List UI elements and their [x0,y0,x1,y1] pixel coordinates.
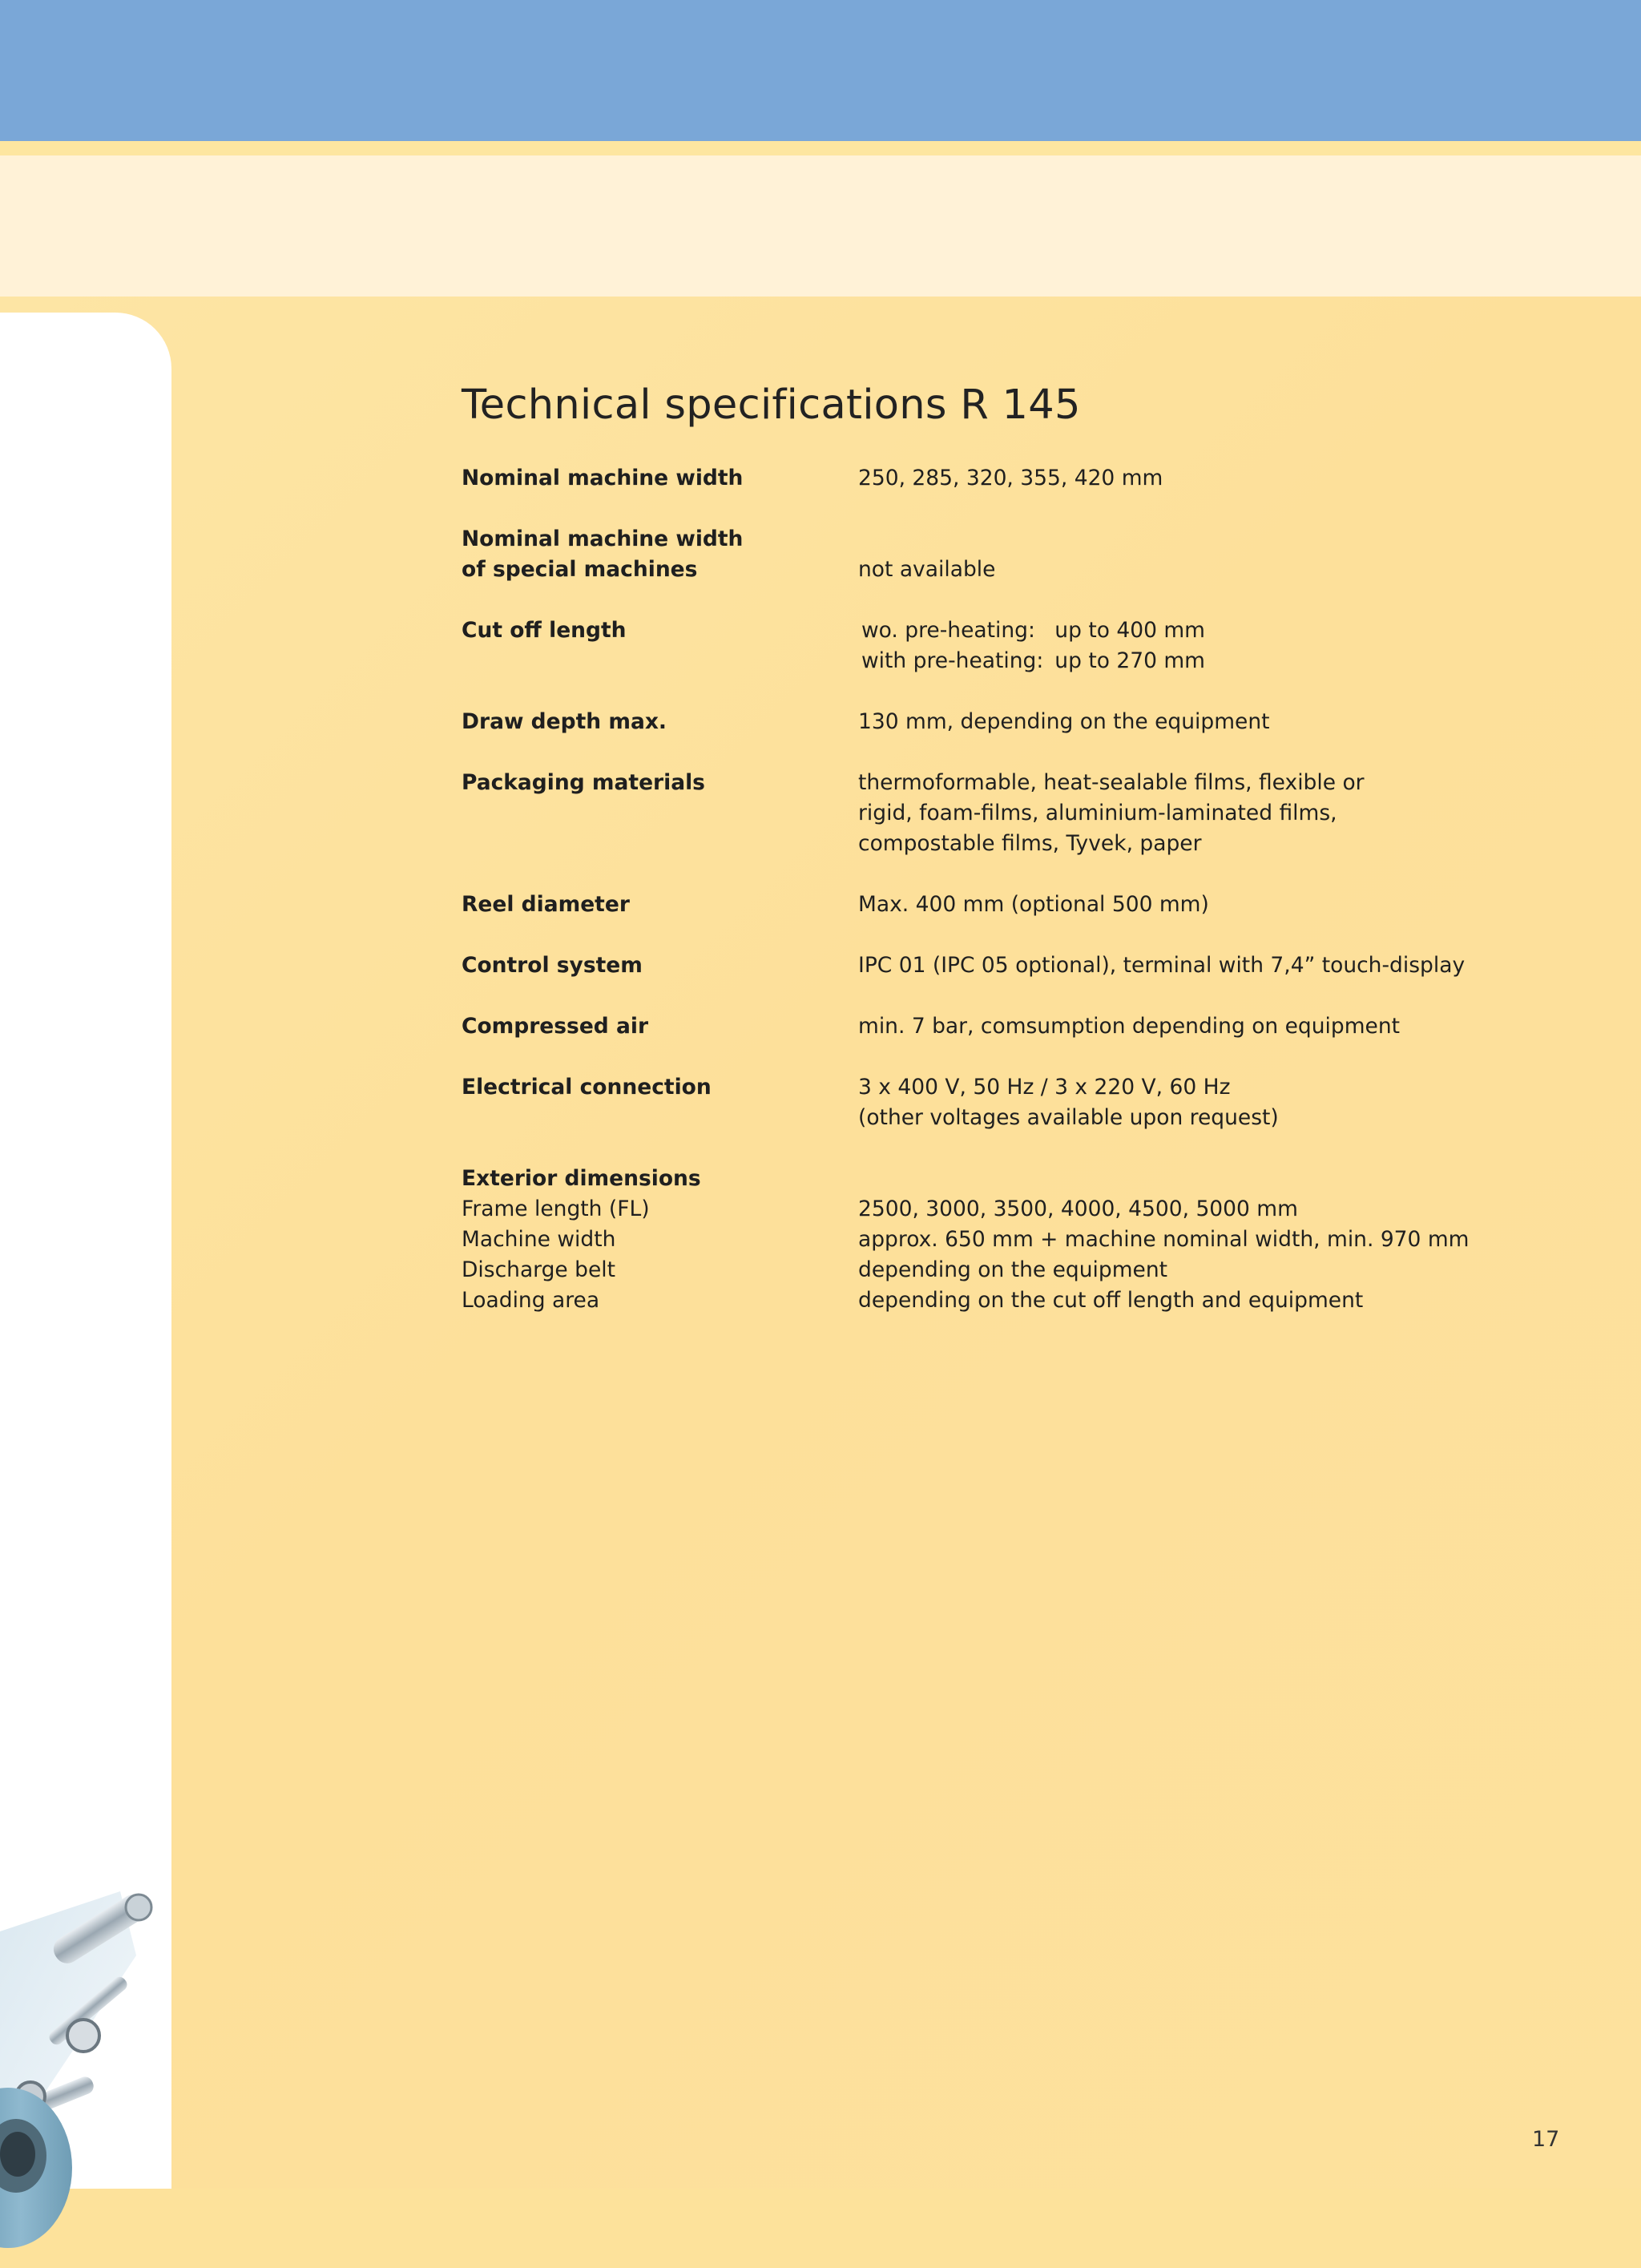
cut-off-condition: with pre-heating: [861,648,1044,673]
spec-row-reel-diameter [462,890,1599,920]
spec-value: IPC 01 (IPC 05 optional), terminal with 7,4” touch-display [858,953,1466,978]
dimension-label: Loading area [462,1288,600,1313]
spec-label [462,524,858,585]
spec-row-control-system [462,950,1599,981]
spec-label-line: Nominal machine width [462,527,744,551]
dimension-row [462,1285,1599,1316]
spec-label: Reel diameter [462,892,630,917]
spec-table [462,463,1599,1316]
spec-row-electrical-connection [462,1072,1599,1133]
exterior-dimensions-section [462,1164,1599,1316]
cut-off-grid [858,615,1599,676]
spec-label: Cut off length [462,618,627,643]
cut-off-value: up to 270 mm [1054,648,1205,673]
cut-off-value: up to 400 mm [1054,618,1205,643]
dimension-label: Machine width [462,1227,616,1252]
spec-label: Compressed air [462,1014,649,1039]
film-reel-photo [0,1883,171,2268]
subheader-band [0,155,1641,297]
spec-value-text: not available [858,557,996,582]
page-title: Technical specifications R 145 [462,381,1081,429]
spec-label: Electrical connection [462,1075,712,1100]
cut-off-condition: wo. pre-heating: [861,618,1035,643]
spec-value-line: (other voltages available upon request) [858,1105,1279,1130]
spec-value [858,615,1599,676]
spec-value: 130 mm, depending on the equipment [858,709,1270,734]
spec-value [858,768,1599,859]
spec-row-draw-depth [462,707,1599,737]
spec-value-line: 3 x 400 V, 50 Hz / 3 x 220 V, 60 Hz [858,1075,1231,1100]
spec-label: Control system [462,953,643,978]
spec-value-line: rigid, foam-films, aluminium-laminated films, [858,801,1337,825]
exterior-dimensions-heading: Exterior dimensions [462,1166,701,1191]
spec-value [858,1072,1599,1133]
dimension-row [462,1225,1599,1255]
spec-row-compressed-air [462,1011,1599,1042]
spec-label: Nominal machine width [462,466,744,490]
spec-value: min. 7 bar, comsumption depending on equipment [858,1014,1401,1039]
dimension-label: Frame length (FL) [462,1197,650,1221]
spec-row-packaging-materials [462,768,1599,859]
spec-value: 250, 285, 320, 355, 420 mm [858,466,1163,490]
dimension-value: approx. 650 mm + machine nominal width, min. 970 mm [858,1227,1470,1252]
dimension-value: depending on the cut off length and equipment [858,1288,1364,1313]
spec-label-line: of special machines [462,557,698,582]
spec-value: Max. 400 mm (optional 500 mm) [858,892,1209,917]
dimension-value: 2500, 3000, 3500, 4000, 4500, 5000 mm [858,1197,1298,1221]
spec-row-cut-off-length [462,615,1599,676]
spec-row-special-width [462,524,1599,585]
dimension-row [462,1194,1599,1225]
dimension-row [462,1255,1599,1285]
spec-label: Draw depth max. [462,709,667,734]
page-number: 17 [1532,2127,1560,2152]
spec-value [858,524,1599,585]
dimension-label: Discharge belt [462,1257,616,1282]
spec-label: Packaging materials [462,770,705,795]
spec-value-line: compostable films, Tyvek, paper [858,831,1202,856]
spec-row-nominal-width [462,463,1599,494]
dimension-value: depending on the equipment [858,1257,1168,1282]
header-band [0,0,1641,141]
spec-value-line: thermoformable, heat-sealable films, flexible or [858,770,1365,795]
image-panel [0,313,171,2189]
header-strip [0,141,1641,155]
